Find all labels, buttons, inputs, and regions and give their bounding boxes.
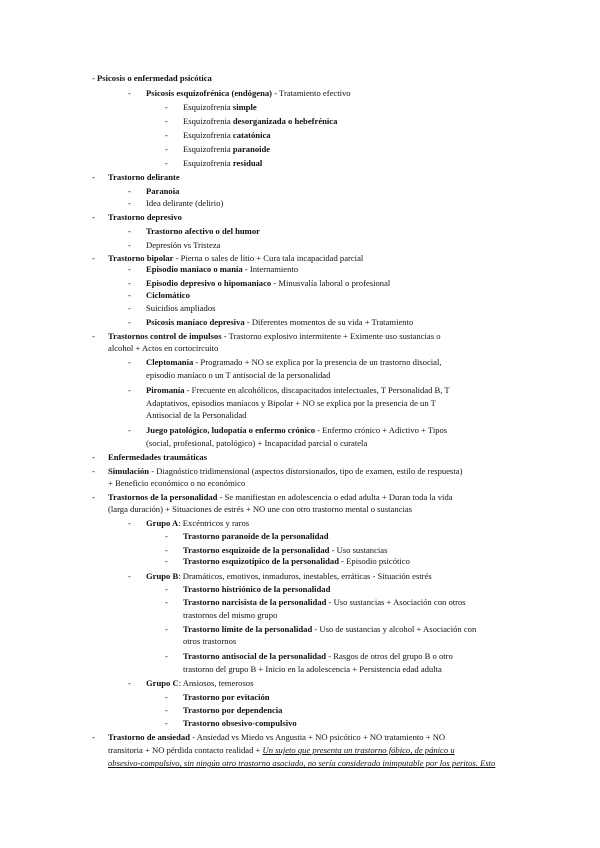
text-line: [146, 518, 249, 528]
text-line: [146, 398, 436, 408]
text-line: [183, 144, 270, 154]
bullet-dash: -: [165, 545, 168, 555]
bullet-dash: -: [165, 584, 168, 594]
plain-text: - Frecuente en alcohólicos, discapacitados intelectuales, T Personalidad B, T: [184, 385, 450, 395]
text-line: [183, 597, 466, 607]
text-line: [183, 545, 387, 555]
plain-text: Adaptativos, episodios maníacos y Bipolar + NO se explica por la presencia de un T: [146, 398, 436, 408]
text-line: [183, 584, 330, 594]
bold-term: Cleptomanía: [146, 357, 194, 367]
text-line: [183, 116, 337, 126]
bold-term: Grupo C: [146, 678, 179, 688]
plain-text: - Enfermo crónico + Adictivo + Tipos: [315, 425, 448, 435]
bullet-dash: -: [128, 518, 131, 528]
plain-text: + Beneficio económico o no económico: [108, 478, 246, 488]
plain-text: - Rasgos de otros del grupo B o otro: [326, 651, 453, 661]
text-line: [183, 624, 476, 634]
plain-text: - Uso sustancias + Asociación con otros: [326, 597, 466, 607]
bullet-dash: -: [92, 452, 95, 462]
bullet-dash: -: [92, 492, 95, 502]
text-line: [108, 212, 182, 222]
bold-term: Trastornos control de impulsos: [108, 331, 222, 341]
bullet-dash: -: [165, 718, 168, 728]
plain-text: - Minusvalía laboral o profesional: [271, 278, 391, 288]
bullet-dash: -: [165, 102, 168, 112]
text-line: [146, 198, 223, 208]
bullet-dash: -: [128, 425, 131, 435]
text-line: [146, 264, 298, 274]
bullet-dash: -: [165, 624, 168, 634]
bullet-dash: -: [92, 732, 95, 742]
bullet-dash: -: [128, 186, 131, 196]
bold-term: Grupo A: [146, 518, 179, 528]
plain-text: (social, profesional, patológico) + Incapacidad parcial o curatela: [146, 438, 368, 448]
bullet-dash: -: [128, 571, 131, 581]
bullet-dash: -: [165, 116, 168, 126]
text-line: [146, 571, 432, 581]
text-line: [108, 745, 455, 755]
bold-term: Trastorno histriónico de la personalidad: [183, 584, 331, 594]
bullet-dash: -: [92, 253, 95, 263]
bullet-dash: -: [165, 651, 168, 661]
text-line: [146, 385, 450, 395]
plain-text: Depresión vs Tristeza: [146, 240, 221, 250]
text-line: [183, 651, 453, 661]
bullet-dash: -: [128, 317, 131, 327]
plain-text: Esquizofrenia: [183, 102, 233, 112]
text-line: [146, 88, 351, 98]
plain-text: - Pierna o sales de litio + Cura tala incapacidad parcial: [173, 253, 364, 263]
text-line: [146, 370, 330, 380]
text-line: [108, 504, 412, 514]
bold-term: Trastorno esquizoide de la personalidad: [183, 545, 330, 555]
text-line: [183, 636, 236, 646]
bullet-dash: -: [128, 198, 131, 208]
bullet-dash: -: [128, 290, 131, 300]
bold-term: Trastorno obsesivo-compulsivo: [183, 718, 297, 728]
plain-text: - Tratamiento efectivo: [272, 88, 351, 98]
bold-term: Psicosis o enfermedad psicótica: [97, 73, 212, 83]
plain-text: - Programado + NO se explica por la presencia de un trastorno disocial,: [193, 357, 442, 367]
bullet-dash: -: [165, 597, 168, 607]
text-line: [92, 73, 212, 83]
bullet-dash: -: [128, 264, 131, 274]
text-line: [146, 290, 190, 300]
text-line: [146, 410, 246, 420]
text-line: [146, 303, 215, 313]
bold-term: Ciclomático: [146, 290, 190, 300]
bold-term: Psicosis esquizofrénica (endógena): [146, 88, 273, 98]
plain-text: Esquizofrenia: [183, 158, 233, 168]
plain-text: - Diagnóstico tridimensional (aspectos distorsionados, tipo de examen, estilo de respuesta): [149, 466, 463, 476]
bullet-dash: -: [128, 88, 131, 98]
text-line: [183, 610, 277, 620]
bold-term: Trastorno paranoide de la personalidad: [183, 531, 329, 541]
bullet-dash: -: [165, 556, 168, 566]
underlined-text: obsesivo-compulsivo, sin ningún otro trastorno asociado, no sería considerado inimputable por los peritos. Esto: [108, 758, 496, 768]
bold-term: Trastorno antisocial de la personalidad: [183, 651, 327, 661]
bold-term: Episodio maníaco o manía: [146, 264, 243, 274]
plain-text: otros trastornos: [183, 636, 237, 646]
bullet-dash: -: [128, 678, 131, 688]
plain-text: - Ansiedad vs Miedo vs Angustia + NO psicótico + NO tratamiento + NO: [189, 732, 446, 742]
bullet-dash: -: [165, 144, 168, 154]
text-line: [146, 438, 367, 448]
plain-text: - Uso de sustancias y alcohol + Asociación con: [312, 624, 477, 634]
bold-term: Trastornos de la personalidad: [108, 492, 218, 502]
bullet-dash: -: [128, 385, 131, 395]
plain-text: Suicidios ampliados: [146, 303, 216, 313]
plain-text: : Dramáticos, emotivos, inmaduros, inestables, erráticas - Situación estrés: [178, 571, 432, 581]
text-line: [146, 425, 447, 435]
text-line: [108, 343, 218, 353]
plain-text: - Se manifiestan en adolescencia o edad adulta + Duran toda la vida: [217, 492, 453, 502]
plain-text: trastorno del grupo B + Inicio en la adolescencia + Persistencia edad adulta: [183, 664, 442, 674]
text-line: [183, 692, 270, 702]
text-line: [146, 678, 253, 688]
bold-term: Simulación: [108, 466, 150, 476]
text-line: [108, 172, 180, 182]
bullet-dash: -: [128, 303, 131, 313]
plain-text: trastornos del mismo grupo: [183, 610, 278, 620]
bullet-dash: -: [92, 212, 95, 222]
bullet-dash: -: [92, 331, 95, 341]
text-line: [146, 357, 442, 367]
plain-text: Esquizofrenia: [183, 130, 233, 140]
plain-text: transitoria + NO pérdida contacto realidad +: [108, 745, 263, 755]
bullet-dash: -: [92, 172, 95, 182]
bold-term: catatónica: [232, 130, 271, 140]
text-line: [183, 705, 282, 715]
text-line: [108, 478, 245, 488]
bold-term: Trastorno límite de la personalidad: [183, 624, 313, 634]
plain-text: -: [92, 73, 98, 83]
plain-text: - Trastorno explosivo intermitente + Eximente uso sustancias o: [221, 331, 441, 341]
plain-text: : Excéntricos y raros: [178, 518, 250, 528]
bold-term: Paranoia: [146, 186, 180, 196]
plain-text: (larga duración) + Situaciones de estrés + NO une con otro trastorno mental o sustancias: [108, 504, 413, 514]
bold-term: Enfermedades traumáticas: [108, 452, 208, 462]
bold-term: Trastorno esquizotípico de la personalidad: [183, 556, 339, 566]
bullet-dash: -: [165, 158, 168, 168]
text-line: [183, 102, 257, 112]
bullet-dash: -: [92, 466, 95, 476]
text-line: [108, 331, 441, 341]
bullet-dash: -: [165, 130, 168, 140]
bullet-dash: -: [165, 531, 168, 541]
text-line: [183, 531, 328, 541]
text-line: [183, 158, 262, 168]
plain-text: - Diferentes momentos de su vida + Tratamiento: [244, 317, 414, 327]
text-line: [183, 718, 297, 728]
plain-text: Esquizofrenia: [183, 116, 233, 126]
bold-term: Trastorno afectivo o del humor: [146, 226, 260, 236]
bold-term: Piromanía: [146, 385, 185, 395]
plain-text: Antisocial de la Personalidad: [146, 410, 247, 420]
bullet-dash: -: [128, 357, 131, 367]
underlined-text: Un sujeto que presenta un trastorno fóbico, de pánico u: [262, 745, 455, 755]
plain-text: Idea delirante (delirio): [146, 198, 224, 208]
plain-text: - Episodio psicótico: [338, 556, 410, 566]
text-line: [146, 226, 260, 236]
bold-term: Episodio depresivo o hipomaniaco: [146, 278, 272, 288]
plain-text: Esquizofrenia: [183, 144, 233, 154]
text-line: [146, 278, 390, 288]
bold-term: Trastorno por evitación: [183, 692, 270, 702]
text-line: [183, 130, 271, 140]
bold-term: Trastorno bipolar: [108, 253, 174, 263]
bold-term: Trastorno de ansiedad: [108, 732, 190, 742]
bold-term: simple: [232, 102, 257, 112]
bold-term: Psicosis maníaco depresiva: [146, 317, 245, 327]
bold-term: Trastorno narcisista de la personalidad: [183, 597, 327, 607]
text-line: [183, 556, 410, 566]
plain-text: - Internamiento: [242, 264, 299, 274]
text-line: [108, 466, 462, 476]
bold-term: desorganizada o hebefrénica: [232, 116, 338, 126]
bullet-dash: -: [128, 278, 131, 288]
bold-term: residual: [232, 158, 263, 168]
text-line: [108, 253, 363, 263]
text-line: [108, 758, 495, 768]
text-line: [108, 492, 453, 502]
plain-text: alcohol + Actos en cortocircuito: [108, 343, 219, 353]
bullet-dash: -: [165, 705, 168, 715]
text-line: [108, 452, 207, 462]
plain-text: - Uso sustancias: [329, 545, 388, 555]
plain-text: episodio maníaco o un T antisocial de la personalidad: [146, 370, 331, 380]
bold-term: Grupo B: [146, 571, 179, 581]
text-line: [146, 317, 413, 327]
bullet-dash: -: [128, 240, 131, 250]
plain-text: : Ansiosos, temerosos: [178, 678, 254, 688]
bullet-dash: -: [165, 692, 168, 702]
text-line: [146, 240, 220, 250]
bold-term: Trastorno por dependencia: [183, 705, 283, 715]
text-line: [108, 732, 445, 742]
bullet-dash: -: [128, 226, 131, 236]
text-line: [183, 664, 442, 674]
bold-term: Trastorno depresivo: [108, 212, 182, 222]
bold-term: Juego patológico, ludopatía o enfermo crónico: [146, 425, 315, 435]
bold-term: paranoide: [232, 144, 271, 154]
text-line: [146, 186, 179, 196]
bold-term: Trastorno delirante: [108, 172, 180, 182]
